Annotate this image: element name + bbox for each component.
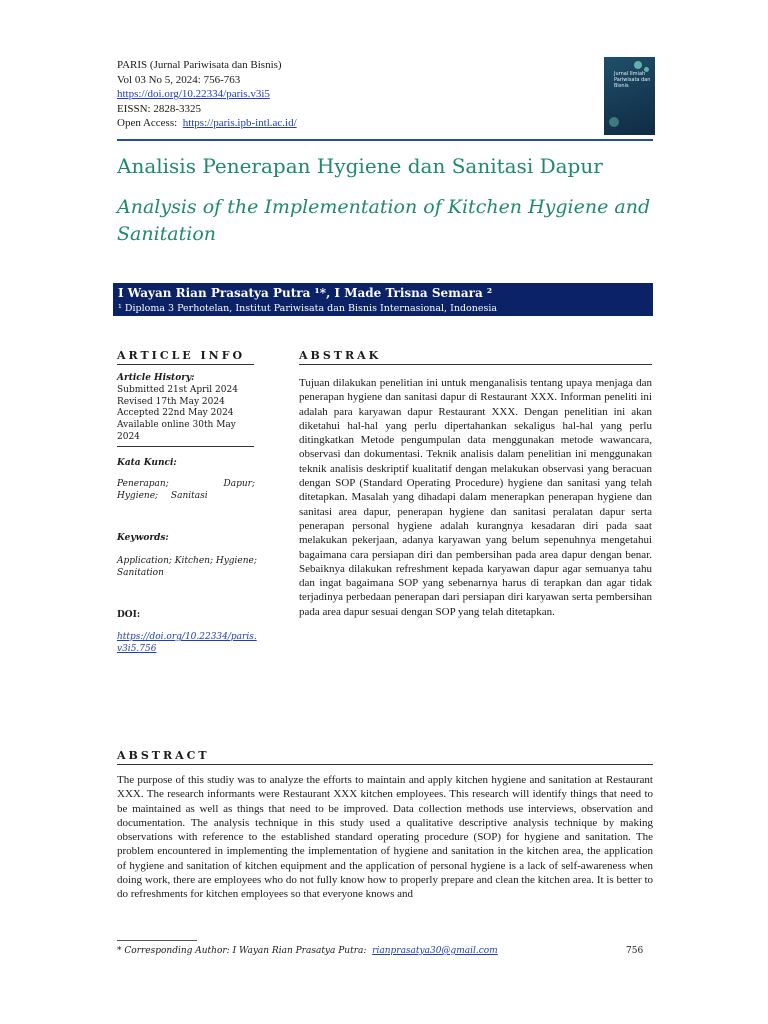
journal-doi-link[interactable]: https://doi.org/10.22334/paris.v3i5 bbox=[117, 88, 270, 100]
abstract-rule bbox=[117, 764, 653, 765]
journal-cover-image bbox=[604, 57, 655, 135]
abstrak-heading: ABSTRAK bbox=[299, 349, 382, 362]
open-access-label: Open Access: bbox=[117, 117, 178, 129]
doi-link[interactable]: https://doi.org/10.22334/paris.v3i5.756 bbox=[117, 632, 257, 654]
history-rule bbox=[117, 446, 254, 447]
article-info-rule bbox=[117, 364, 254, 365]
article-info-heading: ARTICLE INFO bbox=[117, 349, 246, 362]
article-history bbox=[117, 373, 257, 444]
history-online: Available online 30th May 2024 bbox=[117, 420, 236, 442]
doi-value bbox=[117, 632, 257, 656]
kata-kunci-label: Kata Kunci: bbox=[117, 458, 177, 468]
open-access-link[interactable]: https://paris.ipb-intl.ac.id/ bbox=[182, 117, 297, 129]
author-bar bbox=[113, 283, 653, 316]
corresponding-author bbox=[117, 946, 498, 956]
header-divider bbox=[117, 139, 653, 141]
history-revised: Revised 17th May 2024 bbox=[117, 396, 225, 407]
cover-title: Jurnal Ilmiah Pariwisata dan Bisnis bbox=[614, 71, 651, 89]
abstrak-text: Tujuan dilakukan penelitian ini untuk menganalisis tentang upaya menjaga dan penerapan hygiene dan sanitasi dapur di Restaurant XXX. Informan peneliti ini adalah para karyawan dapur Restaurant XXX. Dengan penelitian ini akan diketahui hal-hal yang perlu dipertahankan sekaligus hal-hal yang perlu ditingkatkan Metode pengumpulan data menggunakan metode wawancara, observasi dan dokumentasi. Teknik analisis dalam penelitian ini menggunakan teknik analisis deskriptif kualitatif dengan melakukan observasi yang beracuan dengan SOP (Standard Operating Procedure) hygiene dan sanitasi yang telah ditetapkan. Masalah yang dihadapi dalam menerapkan penerapan hygiene dan sanitasi area dapur, penerapan hygiene dan sanitasi peralatan dapur serta penerapan personal hygiene adalah kurangnya kesadaran diri pada saat melakukan pekerjaan, adanya karyawan yang belum sepenuhnya mengetahui bagaimana cara persiapan diri dan pembersihan pada area dapur dengan benar. Sebaiknya dilakukan refreshment kepada karyawan dapur agar semuanya tahu dan ingat bagaimana SOP yang sebenarnya harus di terapkan dan agar tidak terjadinya perbedaan penerapan dari persiapan diri karyawan serta pembersihan pada area dapur sesuai dengan SOP yang telah ditetapkan. bbox=[299, 377, 652, 618]
corresponding-email[interactable]: rianprasatya30@gmail.com bbox=[372, 946, 498, 956]
corresponding-label: * Corresponding Author: I Wayan Rian Prasatya Putra: bbox=[117, 946, 367, 956]
paper-subtitle: Analysis of the Implementation of Kitchen Hygiene and Sanitation bbox=[117, 196, 651, 245]
history-accepted: Accepted 22nd May 2024 bbox=[117, 408, 234, 419]
journal-volume: Vol 03 No 5, 2024: 756-763 bbox=[117, 73, 241, 86]
affiliation: ¹ Diploma 3 Perhotelan, Institut Pariwisata dan Bisnis Internasional, Indonesia bbox=[118, 303, 498, 314]
footnote-rule bbox=[117, 940, 197, 941]
paper-title: Analisis Penerapan Hygiene dan Sanitasi Dapur bbox=[117, 154, 603, 178]
abstract-text: The purpose of this studiy was to analyze the efforts to maintain and apply kitchen hygiene and sanitation at Restaurant XXX. The research informants were Restaurant XXX kitchen employees. This research will identify things that need to be maintained as well as things that need to be improved. Data collection methods use interviews, observation and documentation. The analysis technique in this study used a qualitative descriptive analysis technique by making observations with reference to the established standard operating procedure (SOP) for hygiene and sanitation. The problem encountered in implementing the implementation of hygiene and sanitation in the kitchen area, the application of hygiene and sanitation of kitchen equipment and the application of personal hygiene is a lack of self-awareness when doing work, there are employees who do not fully know how to properly prepare and clean the kitchen area. It is better to do refreshments for kitchen employees so that everyone knows and bbox=[117, 774, 653, 901]
doi-label: DOI: bbox=[117, 610, 141, 620]
journal-eissn: EISSN: 2828-3325 bbox=[117, 102, 202, 115]
kata-kunci-values: Penerapan; Dapur; Hygiene; Sanitasi bbox=[117, 479, 255, 501]
journal-name: PARIS (Jurnal Pariwisata dan Bisnis) bbox=[117, 59, 282, 71]
page-number: 756 bbox=[626, 946, 644, 956]
abstract-heading: ABSTRACT bbox=[117, 749, 210, 762]
history-submitted: Submitted 21st April 2024 bbox=[117, 384, 238, 395]
journal-header bbox=[117, 58, 297, 131]
keywords-values: Application; Kitchen; Hygiene; Sanitation bbox=[117, 556, 257, 578]
keywords-label: Keywords: bbox=[117, 533, 169, 543]
authors: I Wayan Rian Prasatya Putra ¹*, I Made Trisna Semara ² bbox=[118, 286, 493, 300]
abstrak-rule bbox=[299, 364, 652, 365]
history-label: Article History: bbox=[117, 373, 195, 383]
